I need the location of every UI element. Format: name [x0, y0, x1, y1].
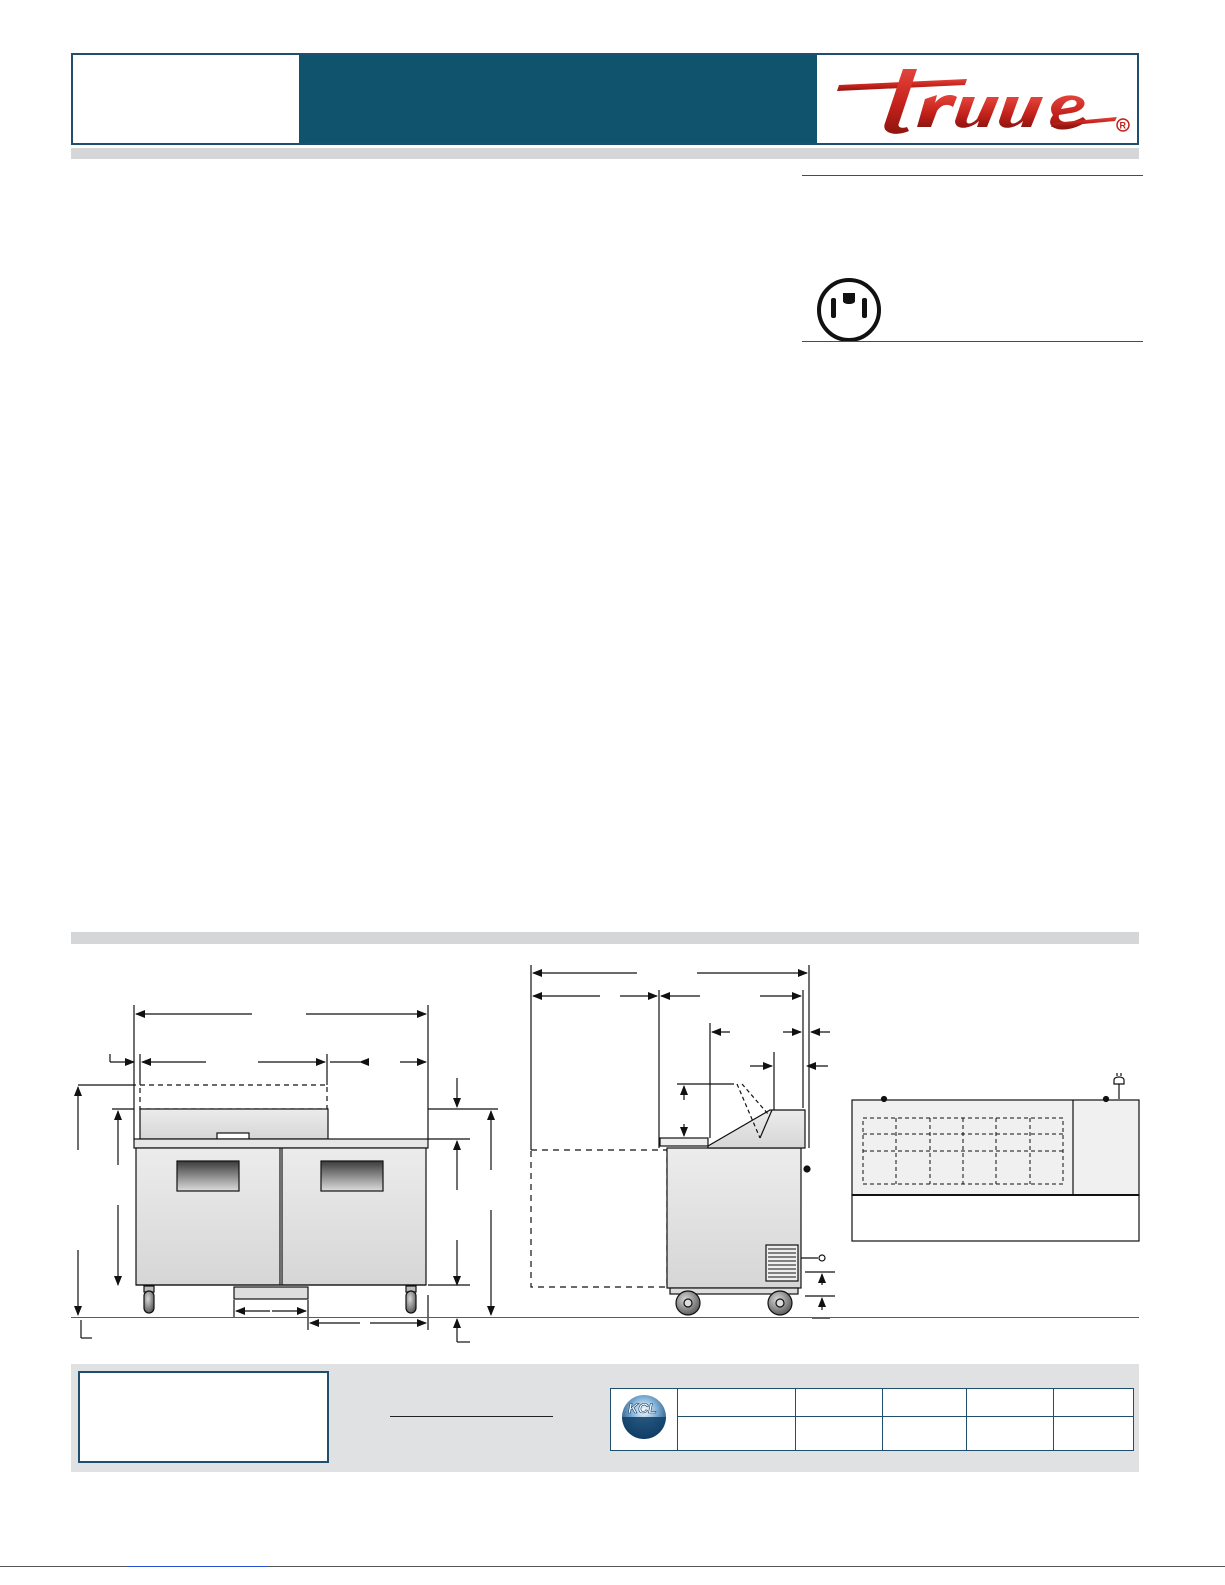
kcl-logo-cell: [611, 1389, 678, 1451]
floor-baseline: [71, 1317, 1139, 1318]
kcl-cell-2-2: [796, 1416, 882, 1450]
header-title-band: [299, 55, 817, 143]
section-rule-bottom: [802, 341, 1143, 342]
svg-text:R: R: [1119, 120, 1126, 131]
kcl-cell-1-3: [882, 1389, 966, 1417]
brand-logo-box: [817, 55, 1137, 143]
header-grey-strip: [71, 148, 1139, 159]
true-logo: [817, 55, 1137, 143]
drawings-grey-strip: [71, 932, 1139, 944]
kcl-logo-icon: [611, 1389, 677, 1445]
top-view: [852, 1073, 1139, 1241]
kcl-cell-2-5: [1053, 1416, 1134, 1450]
kcl-cell-2-1: [678, 1416, 796, 1450]
side-view: [531, 965, 835, 1318]
kcl-cell-1-1: [678, 1389, 796, 1417]
kcl-cell-2-4: [967, 1416, 1053, 1450]
section-rule-top: [802, 175, 1143, 176]
svg-text:KCL: KCL: [628, 1400, 657, 1416]
technical-drawings: [0, 960, 1225, 1360]
kcl-cell-1-4: [967, 1389, 1053, 1417]
footer-info-box: [78, 1371, 329, 1463]
kcl-cell-1-5: [1053, 1389, 1134, 1417]
kcl-table: [610, 1388, 1134, 1451]
kcl-cell-2-3: [882, 1416, 966, 1450]
kcl-cell-1-2: [796, 1389, 882, 1417]
front-view: [78, 1005, 498, 1342]
signature-line: [390, 1416, 553, 1417]
nema-plug-icon: [816, 277, 882, 348]
bottom-link-underline[interactable]: [127, 1566, 267, 1567]
